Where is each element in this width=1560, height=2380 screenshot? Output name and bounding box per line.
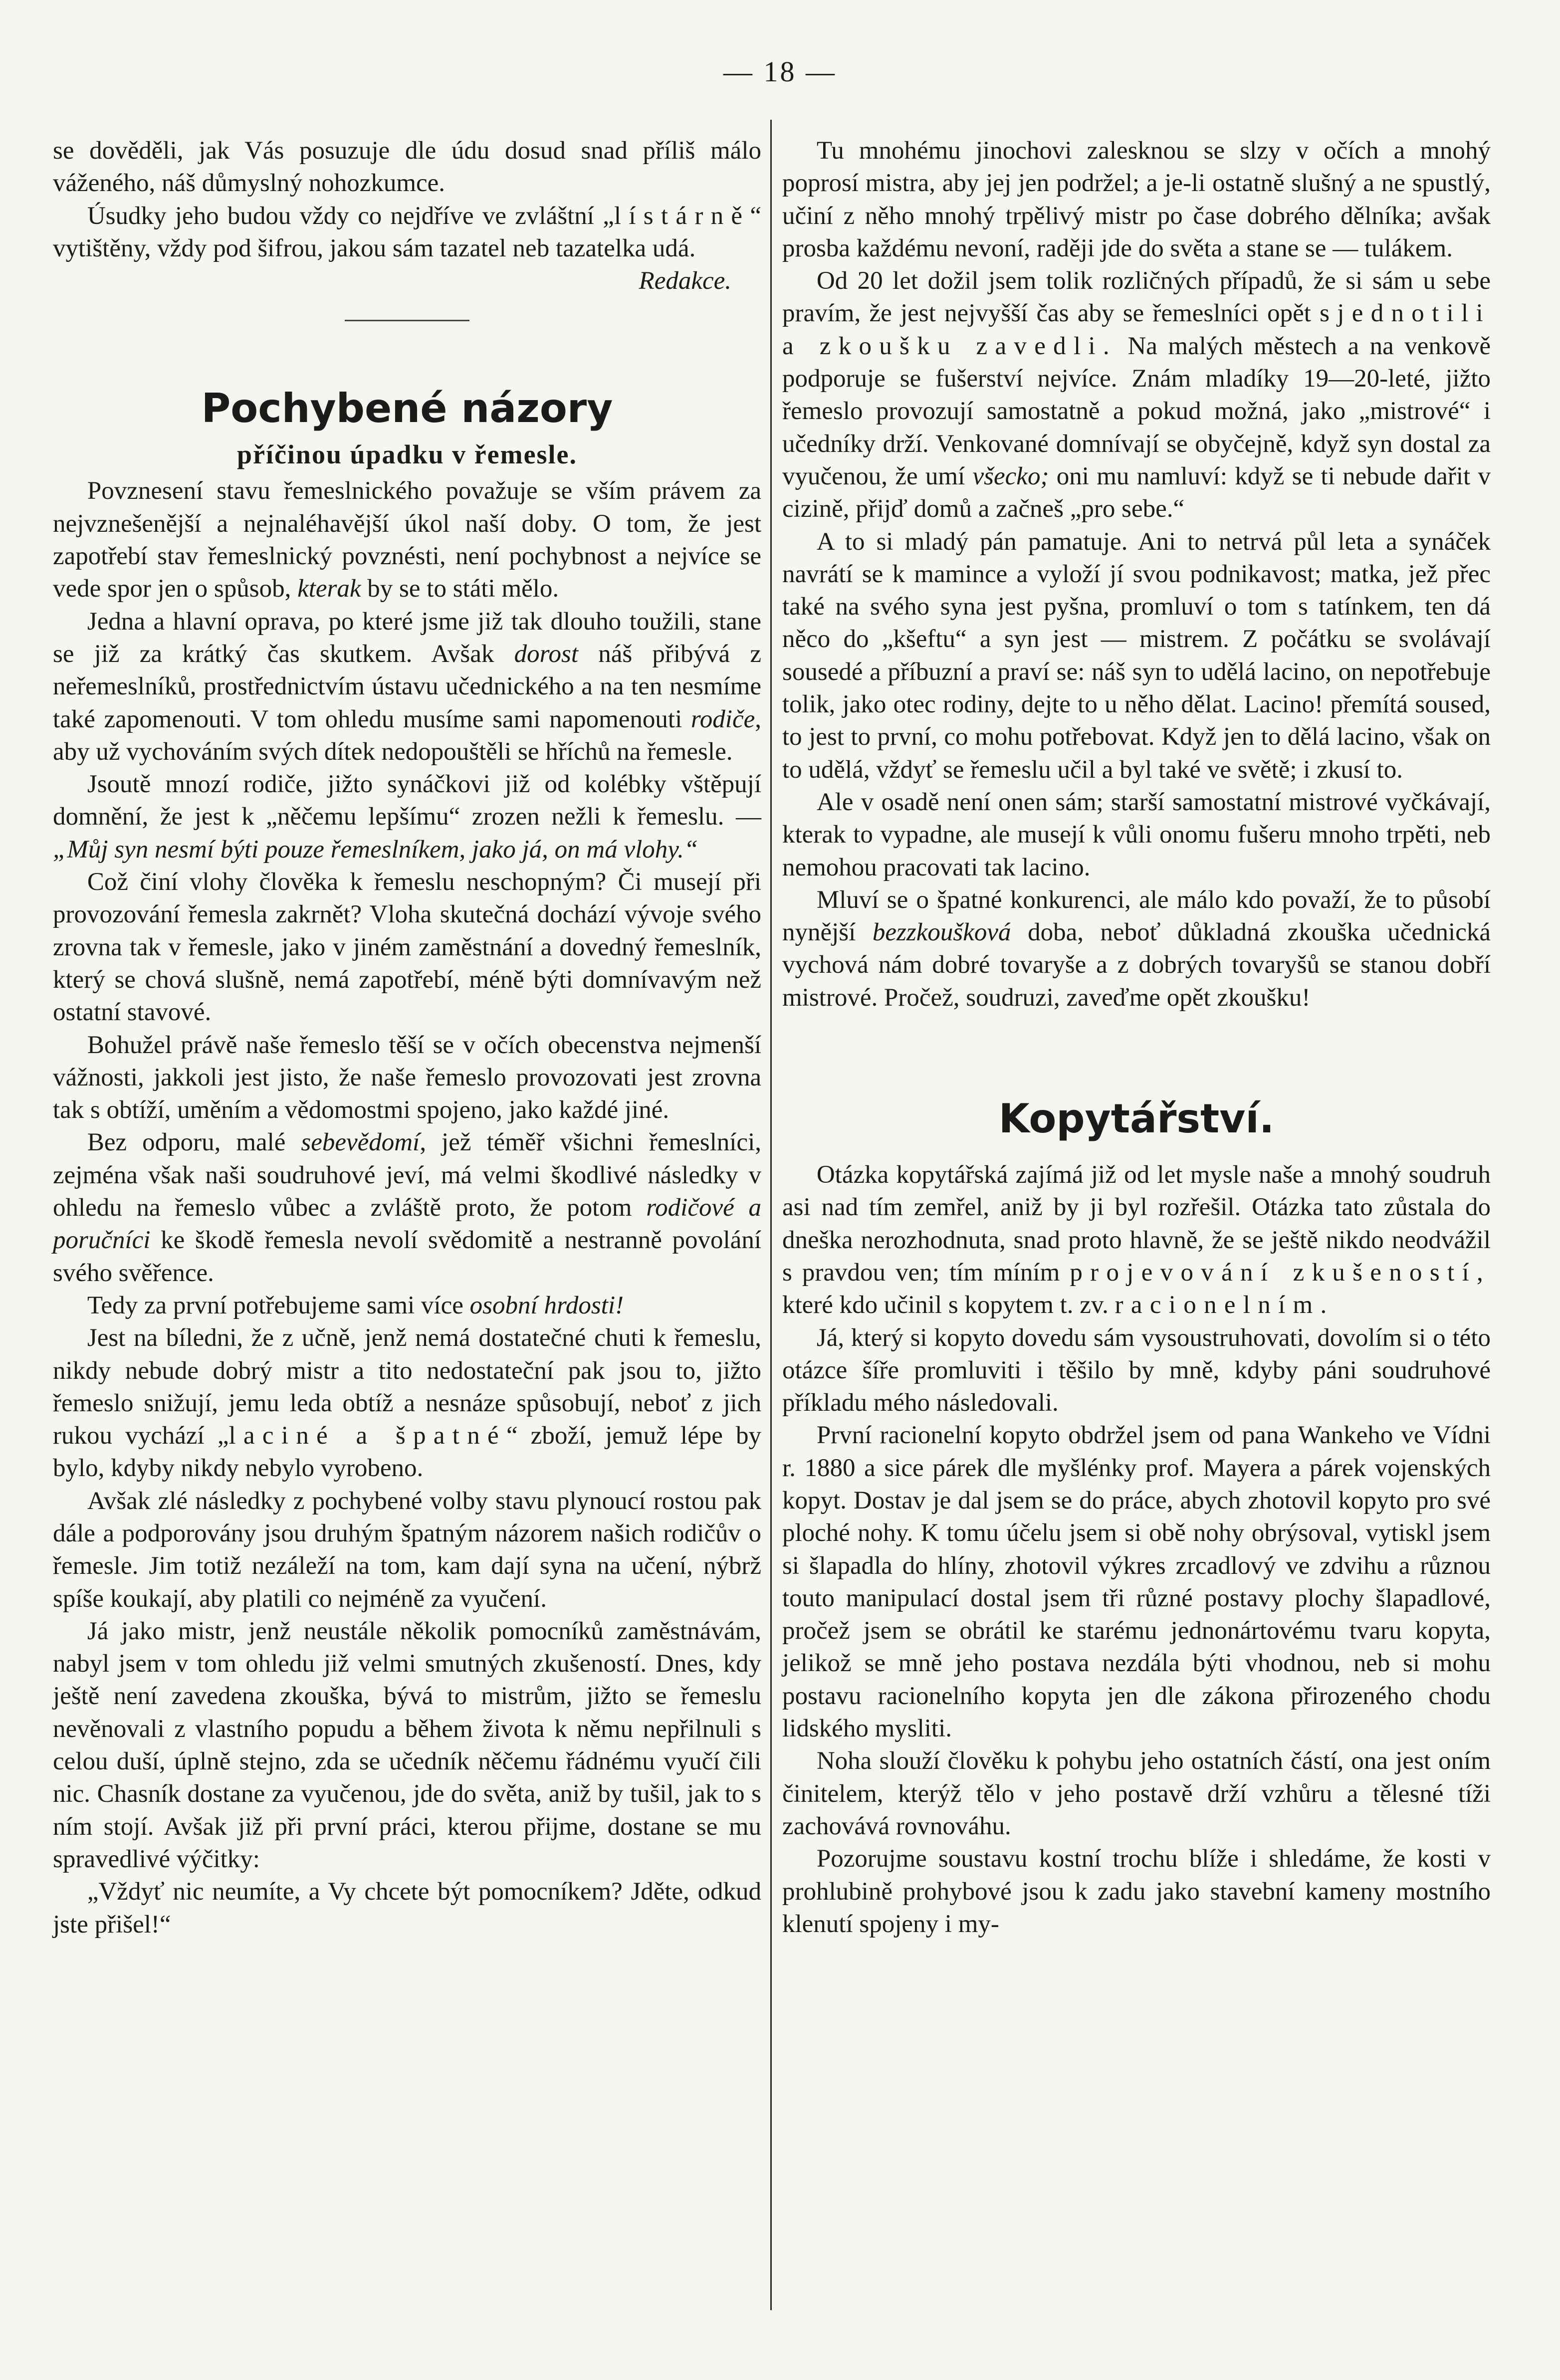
paragraph: První racionelní kopyto obdržel jsem od pana Wankeho ve Vídni r. 1880 a sice párek dle myšlénky prof. Mayera a párek vojenských kopyt. Dostav je dal jsem se do práce, abych zhotovil kopyto pro své ploché nohy. K tomu účelu jsem si obě nohy obrýsoval, vytiskl jsem si šlapadla do hlíny, zhotovil výkres zrcadlový ve zdvihu a různou touto manipulací dostal jsem tři různé postavy plochy šlapadlové, pročež jsem se obrátil ke starému jednonártovému tvaru kopyta, jelikož se mně jeho postava nezdála býti vhodnou, neb si mohu postavu racionelního kopyta jen dle zákona přirozeného chodu lidského mysliti. [782, 1421, 1491, 1743]
section-separator [345, 320, 469, 321]
paragraph: A to si mladý pán pamatuje. Ani to netrvá půl leta a synáček navrátí se k mamince a vyloží jí svou podnikavost; matka, jež přec také na svého syna jest pyšna, promluví o tom s tatínkem, ten dá něco do „kšeftu“ a syn jest — mistrem. Z počátku se svolávají sousedé a příbuzní a praví se: náš syn to udělá lacino, on nepotřebuje tolik, jako otec rodiny, dejte to u něho dělat. Lacino! přemítá soused, to jest to první, co mohu potřebovat. Když jen to dělá lacino, však on to udělá, vždyť se řemeslu učil a byl také ve světě; i zkusí to. [782, 527, 1491, 784]
paragraph: Bohužel právě naše řemeslo těší se v očích obecenstva nejmenší vážnosti, jakkoli jest jisto, že naše řemeslo provozovati jest zrovna tak s obtíží, uměním a vědomostmi spojeno, jako každé jiné. [53, 1031, 761, 1124]
paragraph: Já, který si kopyto dovedu sám vysoustruhovati, dovolím si o této otázce šíře promluviti i těšilo by mně, kdyby páni soudruhové příkladu mého následovali. [782, 1323, 1491, 1417]
paragraph: Mluví se o špatné konkurenci, ale málo kdo považí, že to působí nynější bezzkoušková doba, neboť důkladná zkouška učednická vychová nám dobré tovaryše a z dobrých tovaryšů se stanou dobří mistrové. Pročež, soudruzi, zaveďme opět zkoušku! [782, 885, 1491, 1012]
paragraph: Od 20 let dožil jsem tolik rozličných případů, že si sám u sebe pravím, že jest nejvyšší čas aby se řemeslníci opět sjednotili a zkoušku zavedli. Na malých městech a na venkově podporuje se fušerství nejvíce. Znám mladíky 19—20-leté, jižto řemeslo provozují samostatně a pokud možná, jako „mistrové“ i učedníky drží. Venkované domnívají se obyčejně, když syn dostal za vyučenou, že umí všecko; oni mu namluví: když se ti nebude dařit v cizině, přijď domů a začneš „pro sebe.“ [782, 267, 1491, 523]
paragraph: Já jako mistr, jenž neustále několik pomocníků zaměstnávám, nabyl jsem v tom ohledu již velmi smutných zkušeností. Dnes, kdy ještě není zavedena zkouška, bývá to mistrům, jižto se řemeslu nevěnovali z vlastního popudu a během života k němu nepřilnuli s celou duší, úplně stejno, zda se učedník něčemu řádnému vyučí čili nic. Chasník dostane za vyučenou, jde do světa, aniž by tušil, jak to s ním stojí. Avšak již při první práci, kterou přijme, dostane se mu spravedlivé výčitky: [53, 1617, 761, 1873]
left-column [53, 135, 761, 1941]
article-title: Pochybené názory [201, 385, 613, 432]
paragraph: Pozorujme soustavu kostní trochu blíže i shledáme, že kosti v prohlubině prohybové jsou k zadu jako stavební kameny mostního klenutí spojeny i my- [782, 1845, 1491, 1938]
paragraph: Což činí vlohy člověka k řemeslu neschopným? Či musejí při provozování řemesla zakrnět? Vloha skutečná dochází vývoje svého zrovna tak v řemesle, jako v jiném zaměstnání a dovedný řemeslník, který se chová slušně, nemá zapotřebí, méně býti domnívavým než ostatní stavové. [53, 868, 761, 1027]
paragraph: Bez odporu, malé sebevědomí, jež téměř všichni řemeslníci, zejména však naši soudruhové jeví, má velmi škodlivé následky v ohledu na řemeslo vůbec a zvláště proto, že potom rodičové a poručníci ke škodě řemesla nevolí svědomitě a nestranně povolání svého svěřence. [53, 1128, 761, 1287]
article-title-2: Kopytářství. [998, 1095, 1275, 1142]
editor-signature: Redakce. [639, 267, 731, 295]
paragraph: Jedna a hlavní oprava, po které jsme již tak dlouho toužili, stane se již za krátký čas skutkem. Avšak dorost náš přibývá z neřemeslníků, prostřednictvím ústavu učednického a na ten nesmíme také zapomenouti. V tom ohledu musíme sami napomenouti rodiče, aby už vychováním svých dítek nedopouštěli se hříchů na řemesle. [53, 607, 761, 766]
column-divider [770, 120, 772, 2310]
paragraph: Povznesení stavu řemeslnického považuje se vším právem za nejvznešenější a nejnaléhavější úkol naší doby. O tom, že jest zapotřebí stav řemeslnický povznésti, není pochybnost a nejvíce se vede spor jen o spůsob, kterak by se to státi mělo. [53, 477, 761, 603]
paragraph: Noha slouží člověku k pohybu jeho ostatních částí, ona jest oním činitelem, kterýž tělo v jeho postavě drží vzhůru a tělesné tíži zachovává rovnováhu. [782, 1747, 1491, 1840]
paragraph: Tu mnohému jinochovi zalesknou se slzy v očích a mnohý poprosí mistra, aby jej jen podržel; a je-li ostatně slušný a ne spustlý, učiní z něho mnohý trpělivý mistr po čase dobrého dělníka; avšak prosba každému nevoní, raději jde do světa a stane se — tulákem. [782, 137, 1491, 262]
paragraph: Ale v osadě není onen sám; starší samostatní mistrové vyčkávají, kterak to vypadne, ale musejí k vůli onomu fušeru mnoho trpěti, neb nemohou pracovati tak lacino. [782, 788, 1491, 881]
paragraph: „Vždyť nic neumíte, a Vy chcete být pomocníkem? Jděte, odkud jste přišel!“ [53, 1878, 761, 1939]
page-number: — 18 — [723, 55, 837, 88]
article-subtitle: příčinou úpadku v řemesle. [236, 439, 578, 470]
right-column [782, 135, 1491, 1941]
paragraph: Otázka kopytářská zajímá již od let mysle naše a mnohý soudruh asi nad tím zemřel, aniž by ji byl rozřešil. Otázka tato zůstala do dneška nerozhodnuta, snad proto hlavně, že se ještě nikdo neodvážil s pravdou ven; tím míním projevování zkušeností, které kdo učinil s kopytem t. zv. racionelním. [782, 1161, 1491, 1319]
intro-paragraph: se dověděli, jak Vás posuzuje dle údu dosud snad příliš málo váženého, náš důmyslný nohozkumce. [53, 137, 761, 198]
intro-paragraph-2: Úsudky jeho budou vždy co nejdříve ve zvláštní „lístárně“ vytištěny, vždy pod šifrou, jakou sám tazatel neb tazatelka udá. Redakce. [53, 200, 761, 265]
paragraph: Jsoutě mnozí rodiče, jižto synáčkovi již od kolébky vštěpují domnění, že jest k „něčemu lepšímu“ zrozen nežli k řemeslu. — „Můj syn nesmí býti pouze řemeslníkem, jako já, on má vlohy.“ [53, 770, 761, 864]
paragraph: Tedy za první potřebujeme sami více osobní hrdosti! [87, 1291, 624, 1319]
paragraph: Jest na bíledni, že z učně, jenž nemá dostatečné chuti k řemeslu, nikdy nebude dobrý mistr a tito nedostateční pak jsou to, jižto řemeslo snižují, jemu leda obtíž a nesnáze spůsobují, neboť z jich rukou vychází „laciné a špatné“ zboží, jemuž lépe by bylo, kdyby nikdy nebylo vyrobeno. [53, 1324, 761, 1483]
paragraph: Avšak zlé následky z pochybené volby stavu plynoucí rostou pak dále a podporovány jsou druhým špatným názorem našich rodičův o řemesle. Jim totiž nezáleží na tom, kam dají syna na učení, nýbrž spíše koukají, aby platili co nejméně za vyučení. [53, 1487, 761, 1613]
